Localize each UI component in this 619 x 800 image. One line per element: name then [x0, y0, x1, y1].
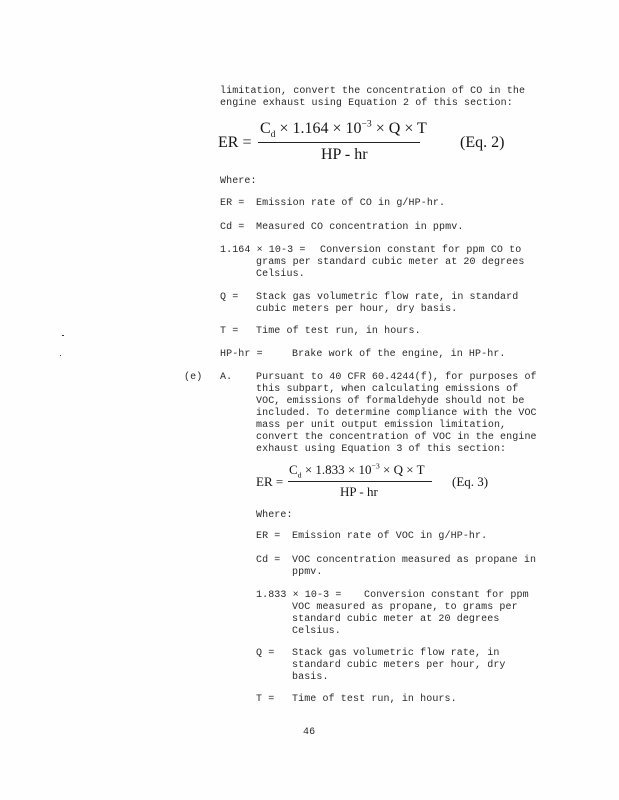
- def2-3-text-line-1: Conversion constant for ppm: [364, 590, 529, 601]
- paragraph-line-6: convert the concentration of VOC in the engine: [256, 432, 537, 443]
- def2-3-text-line-4: Celsius.: [292, 626, 341, 637]
- def2-2-text-line-2: ppmv.: [292, 567, 323, 578]
- intro-line-1: limitation, convert the concentration of CO in the: [220, 86, 526, 97]
- page-number: 46: [303, 727, 316, 738]
- def-3-text-line-3: Celsius.: [256, 269, 305, 280]
- def-3-text-line-2: grams per standard cubic meter at 20 degrees: [256, 257, 525, 268]
- def-3-text-line-1: Conversion constant for ppm CO to: [320, 245, 522, 256]
- def2-5-text-line-1: Time of test run, in hours.: [292, 694, 457, 705]
- def-6-text-line-1: Brake work of the engine, in HP-hr.: [292, 349, 506, 360]
- def-3-term: 1.164 × 10-3 =: [220, 245, 306, 256]
- paragraph-marker: (e): [184, 372, 203, 383]
- equation-3: [256, 462, 496, 502]
- def-4-term: Q =: [220, 292, 239, 303]
- where-label-1: Where:: [220, 176, 257, 187]
- def-2-term: Cd =: [220, 222, 245, 233]
- equation-3-numerator: $C_d \times 1.833 \times 10^{-3} \times Q \times T$: [289, 461, 425, 480]
- def2-2-text-line-1: VOC concentration measured as propane in: [292, 555, 537, 566]
- paragraph-line-7: exhaust using Equation 3 of this section:: [256, 444, 507, 455]
- def-4-text-line-2: cubic meters per hour, dry basis.: [256, 304, 458, 315]
- scan-speck: [60, 355, 61, 356]
- def2-5-term: T =: [256, 694, 275, 705]
- paragraph-line-1: Pursuant to 40 CFR 60.4244(f), for purposes of: [256, 372, 537, 383]
- def2-1-term: ER =: [256, 531, 281, 542]
- def-6-term: HP-hr =: [220, 349, 263, 360]
- equation-3-fraction-bar: [288, 481, 432, 482]
- paragraph-line-5: mass per unit output emission limitation,: [256, 420, 507, 431]
- def-5-text-line-1: Time of test run, in hours.: [256, 326, 421, 337]
- equation-2: [218, 118, 518, 168]
- def2-1-text-line-1: Emission rate of VOC in g/HP-hr.: [292, 531, 488, 542]
- def2-3-text-line-2: VOC measured as propane, to grams per: [292, 602, 518, 613]
- def-5-term: T =: [220, 326, 239, 337]
- paragraph-line-2: this subpart, when calculating emissions of: [256, 384, 519, 395]
- def2-4-term: Q =: [256, 648, 275, 659]
- equation-3-denominator: HP - hr: [340, 484, 378, 499]
- equation-2-numerator: $C_d \times 1.164 \times 10^{-3} \times Q \times T$: [260, 118, 427, 141]
- def2-3-text-line-3: standard cubic meter at 20 degrees: [292, 614, 500, 625]
- def2-4-text-line-1: Stack gas volumetric flow rate, in: [292, 648, 500, 659]
- equation-2-fraction-bar: [258, 142, 420, 143]
- paragraph-label: A.: [220, 372, 233, 383]
- equation-2-lhs: ER =: [218, 134, 252, 151]
- paragraph-line-3: VOC, emissions of formaldehyde should not be: [256, 396, 525, 407]
- def-2-text-line-1: Measured CO concentration in ppmv.: [256, 222, 464, 233]
- scan-speck: [62, 335, 64, 336]
- def2-2-term: Cd =: [256, 555, 281, 566]
- def2-4-text-line-3: basis.: [292, 672, 329, 683]
- where-label-2: Where:: [256, 510, 293, 521]
- equation-2-denominator: HP - hr: [321, 146, 368, 163]
- def-4-text-line-1: Stack gas volumetric flow rate, in standard: [256, 292, 519, 303]
- def-1-text-line-1: Emission rate of CO in g/HP-hr.: [256, 198, 446, 209]
- def-1-term: ER =: [220, 198, 245, 209]
- def2-4-text-line-2: standard cubic meters per hour, dry: [292, 660, 506, 671]
- equation-3-tag: (Eq. 3): [452, 474, 489, 489]
- paragraph-line-4: included. To determine compliance with the VOC: [256, 408, 537, 419]
- equation-3-lhs: ER =: [256, 474, 284, 489]
- equation-2-tag: (Eq. 2): [460, 134, 505, 151]
- def2-3-term: 1.833 × 10-3 =: [256, 590, 342, 601]
- intro-line-2: engine exhaust using Equation 2 of this section:: [220, 98, 513, 109]
